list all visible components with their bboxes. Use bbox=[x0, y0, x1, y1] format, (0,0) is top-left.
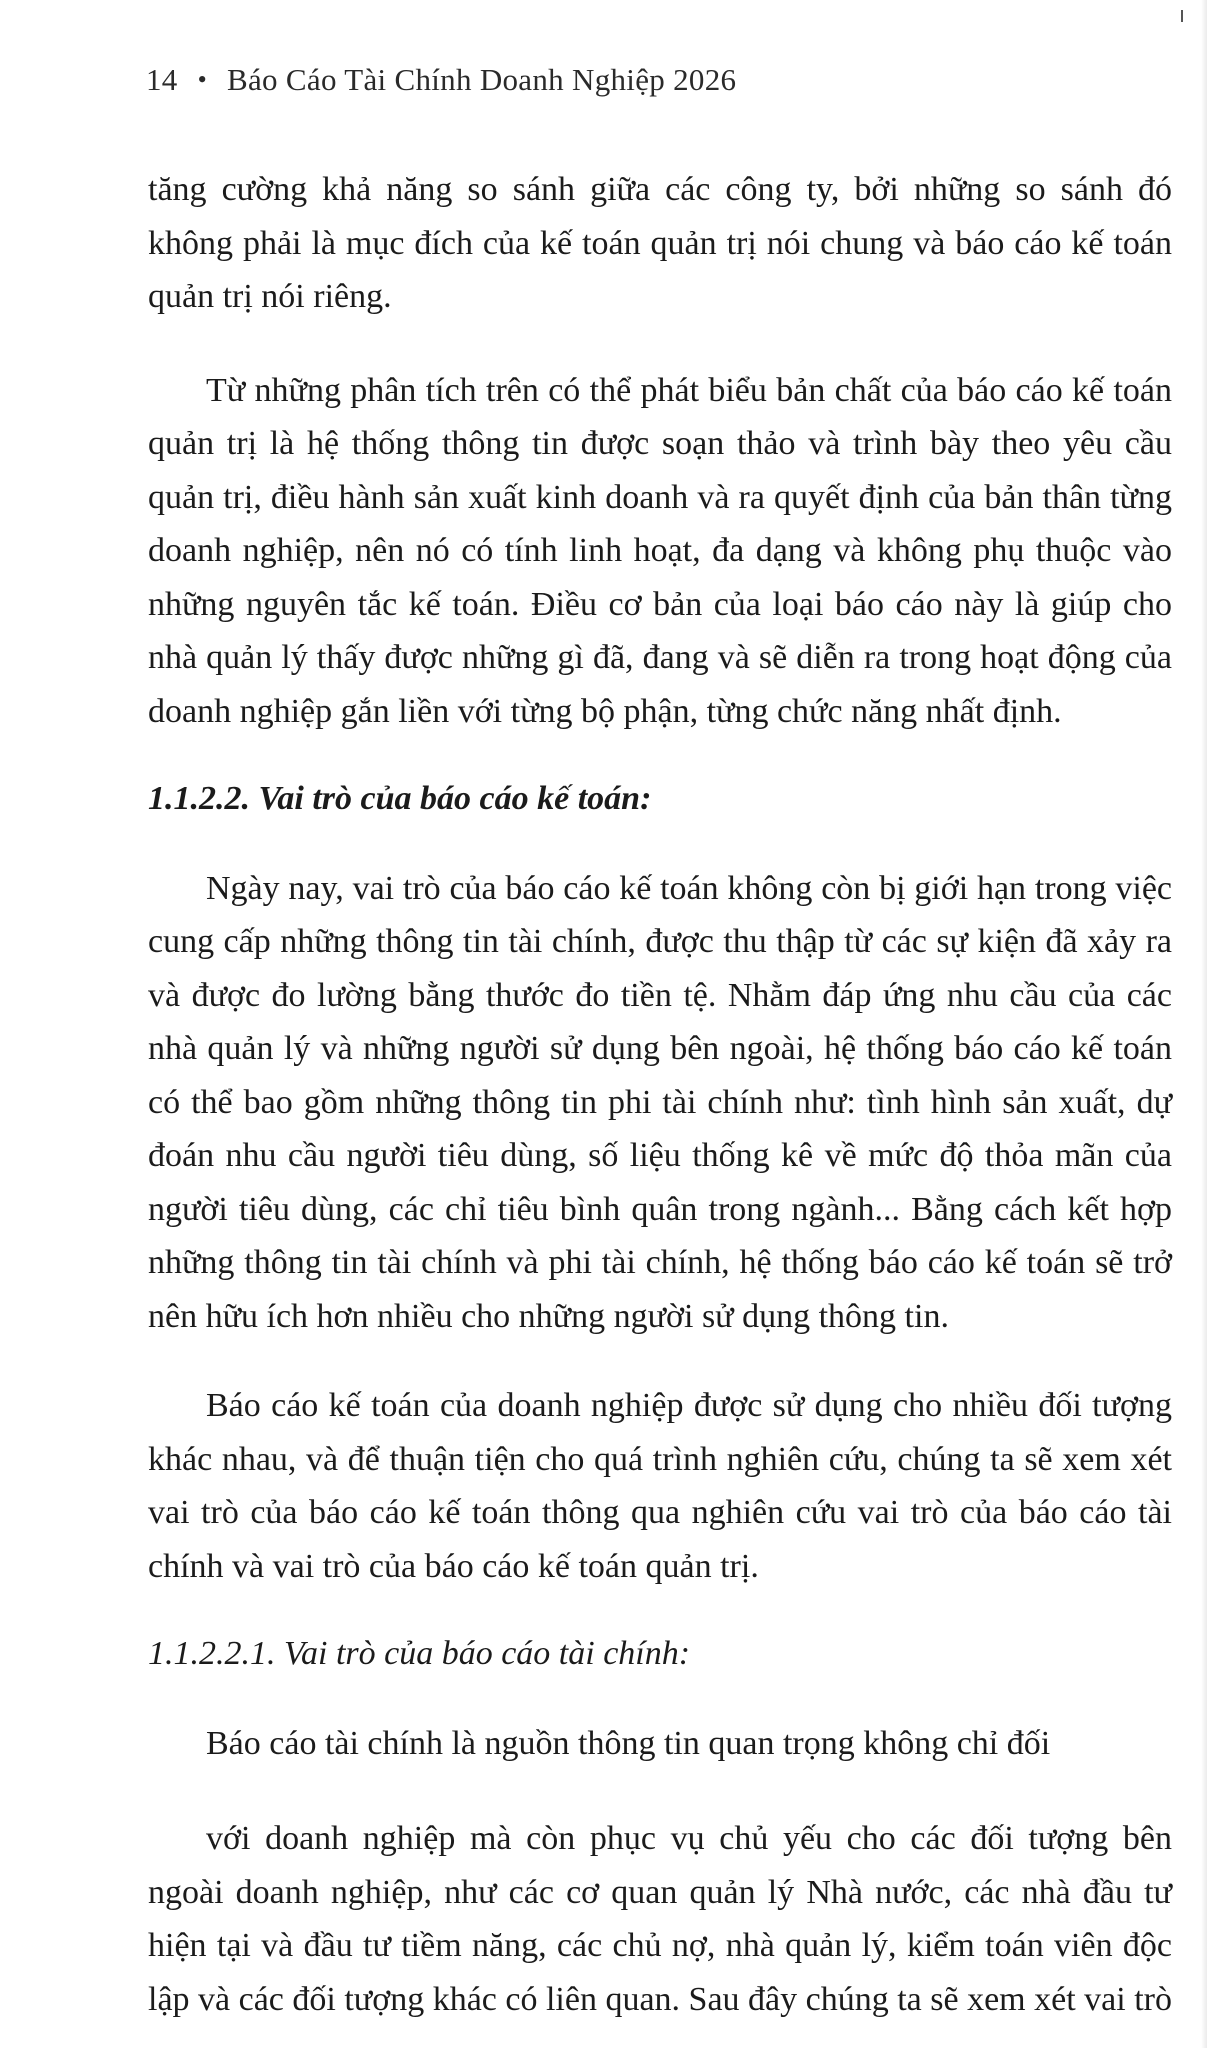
bullet-separator: • bbox=[197, 65, 208, 94]
book-title: Báo Cáo Tài Chính Doanh Nghiệp 2026 bbox=[227, 62, 737, 97]
paragraph-continuation: tăng cường khả năng so sánh giữa các công ty, bởi những so sánh đó không phải là mục đích của kế toán quản trị nói chung và báo cáo kế toán quản trị nói riêng. bbox=[148, 171, 1172, 315]
paragraph-role-today: Ngày nay, vai trò của báo cáo kế toán không còn bị giới hạn trong việc cung cấp những thông tin tài chính, được thu thập từ các sự kiện đã xảy ra và được đo lường bằng thước đo tiền tệ. Nhằm đáp ứng nhu cầu của các nhà quản lý và những người sử dụng bên ngoài, hệ thống báo cáo kế toán có thể bao gồm những thông tin phi tài chính như: tình hình sản xuất, dự đoán nhu cầu người tiêu dùng, số liệu thống kê về mức độ thỏa mãn của người tiêu dùng, các chỉ tiêu bình quân trong ngành... Bằng cách kết hợp những thông tin tài chính và phi tài chính, hệ thống báo cáo kế toán sẽ trở nên hữu ích hơn nhiều cho những người sử dụng thông tin. bbox=[148, 869, 1172, 1335]
running-head bbox=[146, 62, 736, 98]
page-edge-mark bbox=[1181, 10, 1183, 22]
paragraph-essence: Từ những phân tích trên có thể phát biểu bản chất của báo cáo kế toán quản trị là hệ thống thông tin được soạn thảo và trình bày theo yêu cầu quản trị, điều hành sản xuất kinh doanh và ra quyết định của bản thân từng doanh nghiệp, nên nó có tính linh hoạt, đa dạng và không phụ thuộc vào những nguyên tắc kế toán. Điều cơ bản của loại báo cáo này là giúp cho nhà quản lý thấy được những gì đã, đang và sẽ diễn ra trong hoạt động của doanh nghiệp gắn liền với từng bộ phận, từng chức năng nhất định. bbox=[148, 371, 1172, 730]
page-body bbox=[148, 163, 1172, 2026]
page-number: 14 bbox=[146, 62, 178, 97]
paragraph-fs-source: Báo cáo tài chính là nguồn thông tin quan trọng không chỉ đối bbox=[206, 1724, 1051, 1762]
paragraph-report-users: Báo cáo kế toán của doanh nghiệp được sử dụng cho nhiều đối tượng khác nhau, và để thuận tiện cho quá trình nghiên cứu, chúng ta sẽ xem xét vai trò của báo cáo kế toán thông qua nghiên cứu vai trò của báo cáo tài chính và vai trò của báo cáo kế toán quản trị. bbox=[148, 1387, 1172, 1585]
section-heading-1-1-2-2: 1.1.2.2. Vai trò của báo cáo kế toán: bbox=[148, 780, 652, 817]
paragraph-fs-users: với doanh nghiệp mà còn phục vụ chủ yếu cho các đối tượng bên ngoài doanh nghiệp, như các cơ quan quản lý Nhà nước, các nhà đầu tư hiện tại và đầu tư tiềm năng, các chủ nợ, nhà quản lý, kiểm toán viên độc lập và các đối tượng khác có liên quan. Sau đây chúng ta sẽ xem xét vai trò bbox=[148, 1820, 1172, 2018]
page-edge-shadow bbox=[1201, 0, 1207, 2048]
section-heading-1-1-2-2-1: 1.1.2.2.1. Vai trò của báo cáo tài chính: bbox=[148, 1635, 691, 1672]
